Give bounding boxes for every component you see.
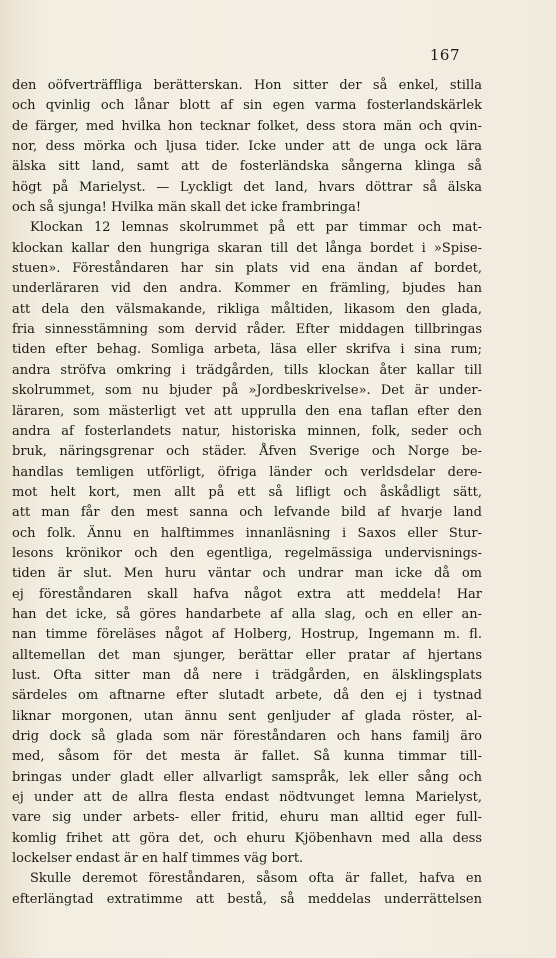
body-text [12,76,482,910]
text-line: högt på Marielyst. — Lyckligt det land, hvars döttrar så älska [12,179,482,195]
text-line: andra ströfva omkring i trädgården, tills klockan åter kallar till [12,362,482,378]
text-line: skolrummet, som nu bjuder på »Jordbeskrivelse». Det är under- [12,383,482,399]
text-line: underläraren vid den andra. Kommer en främling, bjudes han [12,281,482,297]
text-line: lesons krönikor och den egentliga, regelmässiga undervisnings- [12,545,482,561]
text-line: särdeles om aftnarne efter slutadt arbete, då den ej i tystnad [12,688,482,704]
text-line: andra af fosterlandets natur, historiska minnen, folk, seder och [12,423,482,439]
text-line: komlig frihet att göra det, och ehuru Kjöbenhavn med alla dess [12,830,482,846]
text-line: med, såsom för det mesta är fallet. Så kunna timmar till- [12,749,482,765]
text-line: bringas under gladt eller allvarligt samspråk, lek eller sång och [12,769,482,785]
text-line: nan timme föreläses något af Holberg, Hostrup, Ingemann m. fl. [12,627,482,643]
text-line: bruk, näringsgrenar och städer. Åfven Sverige och Norge be- [12,444,482,460]
text-line: att dela den välsmakande, rikliga måltiden, likasom den glada, [12,301,482,317]
text-line: Klockan 12 lemnas skolrummet på ett par timmar och mat- [30,220,482,236]
text-line: och så sjunga! Hvilka män skall det icke frambringa! [12,200,362,216]
text-line: älska sitt land, samt att de fosterländska sångerna klinga så [12,159,482,175]
text-line: drig dock så glada som när föreståndaren och hans familj äro [12,729,482,744]
text-line: mot helt kort, men allt på ett så lifligt och åskådligt sätt, [12,484,482,500]
text-line: nor, dess mörka och ljusa tider. Icke under att de unga ock lära [12,139,482,155]
text-line: lockelser endast är en half timmes väg bort. [12,851,304,867]
text-line: den oöfverträffliga berätterskan. Hon sitter der så enkel, stilla [12,78,482,93]
text-line: ej under att de allra flesta endast nödtvunget lemna Marielyst, [12,790,482,806]
page-number: 167 [429,46,460,64]
text-line: tiden är slut. Men huru väntar och undrar man icke då om [12,566,482,582]
text-line: att man får den mest sanna och lefvande bild af hvarje land [12,505,482,521]
text-line: klockan kallar den hungriga skaran till det långa bordet i »Spise- [12,240,482,256]
text-line: tiden efter behag. Somliga arbeta, läsa eller skrifva i sina rum; [12,342,482,358]
text-line: liknar morgonen, utan ännu sent genljuder af glada röster, al- [12,708,482,724]
text-line: och folk. Ännu en halftimmes innanläsning i Saxos eller Stur- [12,525,482,541]
text-line: efterlängtad extratimme att bestå, så meddelas underrättelsen [12,891,482,907]
text-line: lust. Ofta sitter man då nere i trädgården, en älsklingsplats [12,667,482,683]
text-line: Skulle deremot föreståndaren, såsom ofta är fallet, hafva en [30,871,482,887]
text-line: läraren, som mästerligt vet att upprulla den ena taflan efter den [12,403,482,419]
text-line: fria sinnesstämning som dervid råder. Efter middagen tillbringas [12,322,482,338]
text-line: handlas temligen utförligt, öfriga länder och verldsdelar dere- [12,464,482,480]
text-line: alltemellan det man sjunger, berättar eller pratar af hjertans [12,647,482,663]
text-line: han det icke, så göres handarbete af alla slag, och en eller an- [12,606,482,622]
text-line: de färger, med hvilka hon tecknar folket, dess stora män och qvin- [12,118,482,134]
text-line: och qvinlig och lånar blott af sin egen varma fosterlandskärlek [12,98,482,114]
text-line: stuen». Föreståndaren har sin plats vid ena ändan af bordet, [12,261,482,277]
text-line: ej föreståndaren skall hafva något extra att meddela! Har [12,586,482,602]
text-line: vare sig under arbets- eller fritid, ehuru man alltid eger full- [12,810,482,826]
